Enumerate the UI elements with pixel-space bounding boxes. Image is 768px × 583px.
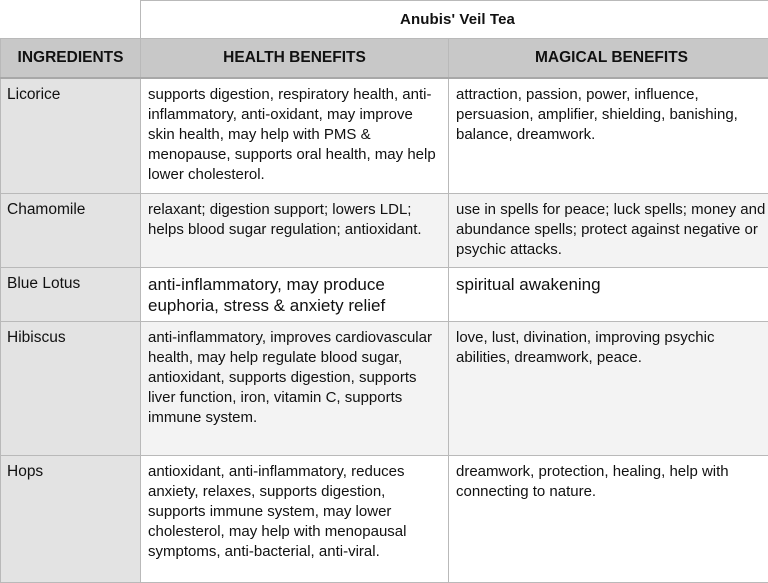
health-benefits-cell: anti-inflammatory, may produce euphoria, stress & anxiety relief	[141, 268, 449, 322]
table-row-blue-lotus	[1, 268, 768, 322]
magical-benefits-cell: attraction, passion, power, influence, persuasion, amplifier, shielding, banishing, balance, dreamwork.	[449, 78, 768, 194]
table-title: Anubis' Veil Tea	[141, 1, 768, 39]
table-row-licorice	[1, 78, 768, 194]
title-row	[1, 1, 768, 39]
table-row-hibiscus	[1, 322, 768, 456]
ingredient-cell: Blue Lotus	[1, 268, 141, 322]
health-benefits-cell: relaxant; digestion support; lowers LDL; helps blood sugar regulation; antioxidant.	[141, 194, 449, 268]
ingredient-cell: Chamomile	[1, 194, 141, 268]
health-benefits-cell: anti-inflammatory, improves cardiovascular health, may help regulate blood sugar, antioxidant, supports digestion, supports liver function, iron, vitamin C, supports immune system.	[141, 322, 449, 456]
table-row-chamomile	[1, 194, 768, 268]
magical-benefits-cell: spiritual awakening	[449, 268, 768, 322]
health-benefits-cell: supports digestion, respiratory health, anti-inflammatory, anti-oxidant, may improve skin health, may help with PMS & menopause, supports oral health, may help lower cholesterol.	[141, 78, 449, 194]
column-header-magical-benefits: MAGICAL BENEFITS	[449, 39, 768, 79]
magical-benefits-cell: love, lust, divination, improving psychic abilities, dreamwork, peace.	[449, 322, 768, 456]
column-header-ingredients: INGREDIENTS	[1, 39, 141, 79]
blank-corner-cell	[1, 1, 141, 39]
ingredient-cell: Licorice	[1, 78, 141, 194]
column-header-health-benefits: HEALTH BENEFITS	[141, 39, 449, 79]
ingredient-cell: Hibiscus	[1, 322, 141, 456]
magical-benefits-cell: use in spells for peace; luck spells; money and abundance spells; protect against negative or psychic attacks.	[449, 194, 768, 268]
ingredient-cell: Hops	[1, 456, 141, 583]
header-row	[1, 39, 768, 79]
health-benefits-cell: antioxidant, anti-inflammatory, reduces anxiety, relaxes, supports digestion, supports immune system, may lower cholesterol, may help with menopausal symptoms, anti-bacterial, anti-viral.	[141, 456, 449, 583]
table-row-hops	[1, 456, 768, 583]
magical-benefits-cell: dreamwork, protection, healing, help with connecting to nature.	[449, 456, 768, 583]
